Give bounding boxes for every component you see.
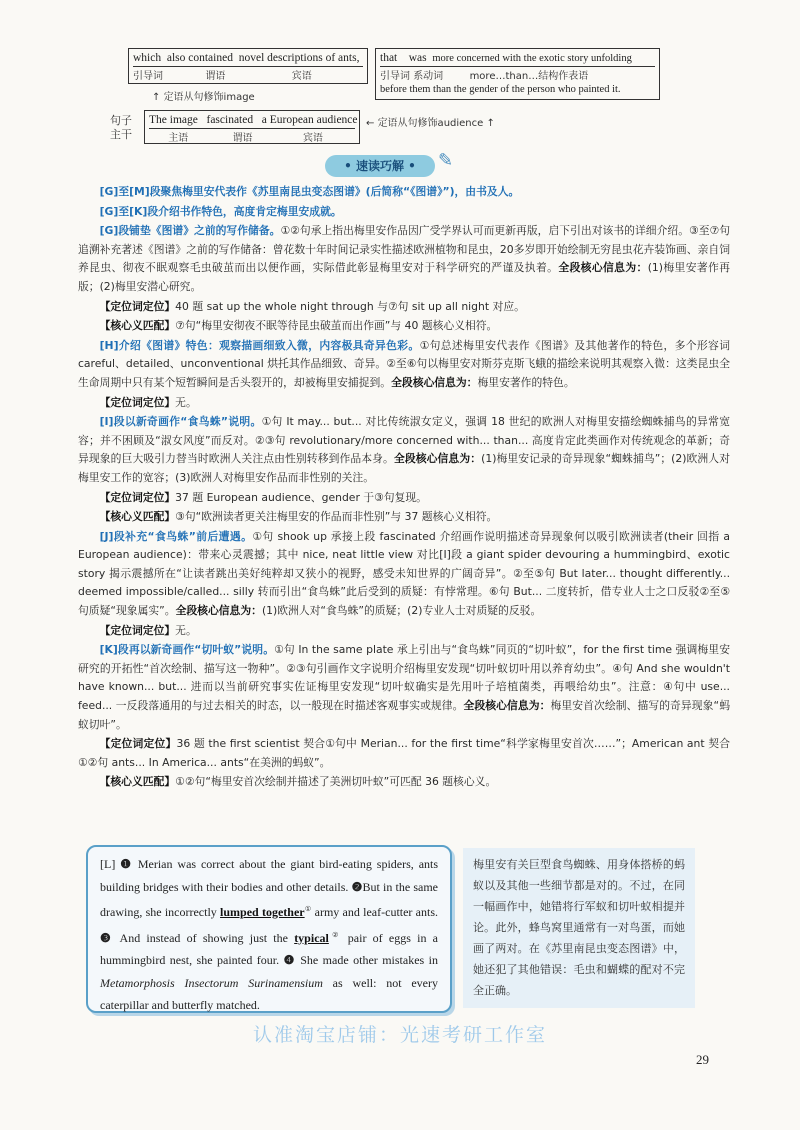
clause1-box (128, 48, 368, 84)
clause2-label: more…than…结构作表语 (469, 71, 589, 82)
clause1-word: also contained (166, 52, 233, 64)
clause1-label: 引导词 (133, 71, 163, 82)
sentence: Merian was correct about the giant bird-eating spiders, ants building bridges with their bodies and other details. (100, 857, 439, 894)
passage-l-box (86, 845, 452, 1013)
section-banner: • 速读巧解 • (325, 155, 435, 177)
clause1-note: ↑ 定语从句修饰image (152, 92, 255, 103)
sentence-number: ❹ (283, 953, 296, 967)
footnote-mark: ② (328, 930, 342, 939)
clause2-line2: before them than the gender of the person who painted it. (380, 84, 621, 95)
main-label-item: 宾语 (302, 133, 323, 144)
pen-icon: ✎ (438, 150, 454, 171)
overview-line: [G]至[M]段聚焦梅里安代表作《苏里南昆虫变态图谱》(后简称“《图谱》”)，由书及人。 (99, 185, 520, 198)
clause1-word: which (133, 52, 162, 64)
sentence: But in the same drawing, she incorrectly (100, 879, 438, 919)
sentence: army and leaf-cutter ants. (311, 905, 439, 919)
paragraph-k-analysis: [K]段再以新奇画作“切叶蚁”说明。①句 In the same plate 承上引出与“食鸟蛛”同页的“切叶蚁”，for the first time 强调梅里安研究的开拓性“首次绘制、描写这一物种”。②③句引画作文字说明介绍梅里安发现“切叶蚁切叶用以养育幼虫”。④句 And she wouldn't have known... but... 进而以当前研究事实佐证梅里安发现“切叶蚁确实是先用叶子培植菌类，再喂给幼虫”。注意：④句中 use... feed... 一反段落通用的与过去相关的时态，以一般现在时描述客观事实或规律。全段核心信息为：梅里安首次绘制、描写的奇异现象“蚂蚁切叶”。 (78, 643, 730, 731)
match-note: 【核心义匹配】⑦句“梅里安彻夜不眠等待昆虫破茧而出作画”与 40 题核心义相符。 (99, 319, 498, 333)
vocab-term: lumped together (220, 905, 305, 919)
analysis-content (78, 183, 730, 793)
main-label: 句子 主干 (110, 114, 132, 141)
clause2-label: 系动词 (413, 71, 444, 82)
paragraph-h-analysis: [H]介绍《图谱》特色：观察描画细致入微，内容极具奇异色彩。①句总述梅里安代表作《图谱》及其他著作的特色，多个形容词 careful、detailed、unconventional 烘托其作品细致、奇异。②至⑥句以梅里安对斯芬克斯飞蛾的描绘来说明其观察入微：这类昆虫全生命周期中只有某个短暂瞬间是舌头裂开的，却被梅里安捕捉到。全段核心信息为：梅里安著作的特色。 (78, 338, 730, 389)
paragraph-g-analysis: [G]段铺垫《图谱》之前的写作储备。①②句承上指出梅里安作品因广受学界认可而更新再版，启下引出对该书的详细介绍。③至⑦句追溯补充著述《图谱》之前的写作储备：曾花数十年时间记录实性描述欧洲植物和昆虫，20多岁即开始绘制无穷昆虫花卉装饰画、亲自饲养昆虫、彻夜不眠观察毛虫破茧而出以便作画，实际借此彰显梅里安对于科学研究的严谨及执着。全段核心信息为：(1)梅里安著作再版；(2)梅里安潜心研究。 (78, 224, 731, 293)
sentence: She made other mistakes in (300, 953, 439, 967)
sentence-number: ❸ (100, 930, 114, 945)
passage-tag: [L] (100, 857, 116, 871)
clause1-word: novel descriptions of ants, (238, 52, 360, 64)
match-note: 【核心义匹配】①②句“梅里安首次绘制并描述了美洲切叶蚁”可匹配 36 题核心义。 (99, 775, 497, 789)
page-number: 29 (696, 1052, 709, 1067)
watermark: 认准淘宝店铺：光速考研工作室 (252, 1024, 547, 1046)
sentence-diagram (110, 48, 670, 148)
paragraph-i-analysis: [I]段以新奇画作“食鸟蛛”说明。①句 It may... but... 对比传统淑女定义，强调 18 世纪的欧洲人对梅里安描绘蜘蛛捕鸟的异常宽容；并不困顾及“淑女风度”而反对。②③句 revolutionary/more concerned with... than... 高度肯定此类画作对传统观念的革新；奇异现象的巨大吸引力替当时欧洲人关注点由性别转移到作品本身。全段核心信息为：(1)梅里安记录的奇异现象“蜘蛛捕鸟”；(2)欧洲人对梅里安工作的宽容；(3)欧洲人对梅里安作品而非性别的关注。 (78, 415, 731, 484)
sentence: pair of eggs in a hummingbird nest, she painted four. (100, 930, 438, 967)
clause2-word: that (380, 52, 398, 64)
sentence-number: ❷ (351, 879, 363, 894)
locate-note: 【定位词定位】40 题 sat up the whole night through 与⑦句 sit up all night 对应。 (99, 299, 525, 313)
main-word: fascinated (206, 114, 254, 126)
sentence: as well: not every caterpillar and butterfly matched. (100, 975, 438, 1012)
locate-note: 【定位词定位】无。 (99, 395, 197, 409)
match-note: 【核心义匹配】③句“欧洲读者更关注梅里安的作品而非性别”与 37 题核心义相符。 (99, 510, 498, 524)
sentence: And instead of showing just the (119, 930, 295, 945)
footnote-mark: ① (304, 905, 312, 913)
clause2-word: was (408, 52, 427, 64)
main-word: The image (149, 114, 198, 126)
main-label-item: 主语 (168, 133, 189, 144)
locate-note: 【定位词定位】36 题 the first scientist 契合①句中 Merian... for the first time“科学家梅里安首次……”；American ant 契合①②句 ants... In America... ants“在美洲的蚂蚁”。 (78, 737, 730, 769)
clause2-label: 引导词 (380, 71, 410, 82)
clause1-label: 谓语 (205, 71, 226, 82)
book-title: Metamorphosis Insectorum Surinamensium (100, 975, 323, 990)
vocab-term: typical (294, 930, 329, 945)
clause1-label: 宾语 (291, 71, 312, 82)
clause2-word: more concerned with the exotic story unfolding (432, 53, 632, 64)
locate-note: 【定位词定位】无。 (99, 623, 197, 637)
translation-note: 梅里安有关巨型食鸟蜘蛛、用身体搭桥的蚂蚁以及其他一些细节都是对的。不过，在同一幅画作中，她错将行军蚁和切叶蚁相提并论。此外，蜂鸟窝里通常有一对鸟蛋，而她画了两对。在《苏里南昆虫变态图谱》中，她还犯了其他错误：毛虫和蝴蝶的配对不完全正确。 (463, 848, 695, 1008)
locate-note: 【定位词定位】37 题 European audience、gender 于③句复现。 (99, 490, 427, 504)
main-label-item: 谓语 (232, 133, 253, 144)
main-clause-box (144, 110, 360, 144)
main-word: a European audience (261, 114, 358, 126)
clause2-box (375, 48, 660, 100)
paragraph-j-analysis: [J]段补充“食鸟蛛”前后遭遇。①句 shook up 承接上段 fascinated 介绍画作说明描述奇异现象何以吸引欧洲读者(their 回指 a European audience)：带来心灵震撼；其中 nice, neat little view 对比[I]段 a giant spider devouring a hummingbird、exotic story 揭示震撼所在“让读者跳出美好纯粹却又狭小的视野，感受未知世界的广阔奇异”。②至⑤句 But later... thought differently... deemed impossible/called... silly 转而引出“食鸟蛛”此后受到的质疑：有悖常理。⑥句 But... 二度转折，借专业人士之口反驳②至⑤句质疑“现象属实”。全段核心信息为：(1)欧洲人对“食鸟蛛”的质疑；(2)专业人士对质疑的反驳。 (78, 529, 730, 618)
overview-line: [G]至[K]段介绍书作特色，高度肯定梅里安成就。 (99, 204, 342, 218)
clause2-note: ← 定语从句修饰audience ↑ (366, 118, 495, 129)
sentence-number: ❶ (120, 857, 133, 871)
